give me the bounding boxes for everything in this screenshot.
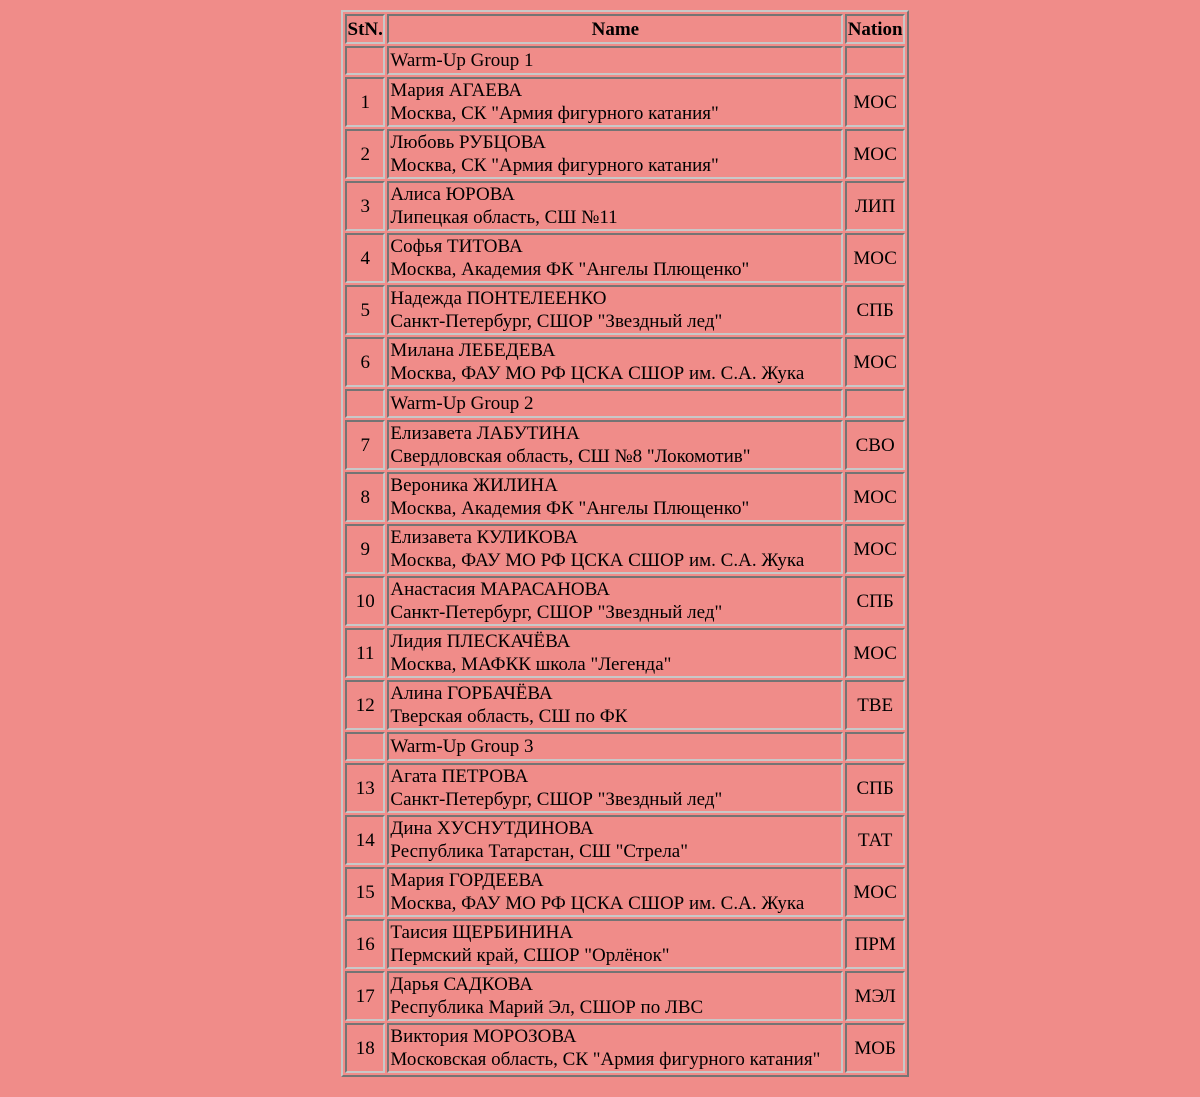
warm-up-group-label: Warm-Up Group 2 [387,389,843,418]
skater-club: Свердловская область, СШ №8 "Локомотив" [390,446,751,467]
nation-code: МОБ [845,1023,905,1073]
skater-name: Мария АГАЕВА [390,80,523,101]
skater-cell [387,285,843,335]
table-row [345,181,905,231]
warm-up-group-row [345,46,905,75]
skater-name: Анастасия МАРАСАНОВА [390,579,610,600]
skater-name: Таисия ЩЕРБИНИНА [390,922,574,943]
skater-name: Елизавета ЛАБУТИНА [390,423,580,444]
table-row [345,77,905,127]
skater-club: Москва, СК "Армия фигурного катания" [390,155,719,176]
skater-club: Санкт-Петербург, СШОР "Звездный лед" [390,602,723,623]
warm-up-group-label: Warm-Up Group 3 [387,732,843,761]
nation-code: СПБ [845,576,905,626]
start-number: 17 [345,971,385,1021]
skater-club: Тверская область, СШ по ФК [390,706,628,727]
nation-code: ПРМ [845,919,905,969]
table-row [345,337,905,387]
skater-cell [387,971,843,1021]
skater-cell [387,181,843,231]
table-row [345,233,905,283]
skater-club: Республика Татарстан, СШ "Стрела" [390,841,688,862]
skater-club: Липецкая область, СШ №11 [390,207,618,228]
nation-code: МОС [845,77,905,127]
nation-code: МОС [845,472,905,522]
skater-club: Республика Марий Эл, СШОР по ЛВС [390,997,704,1018]
table-row [345,919,905,969]
start-number: 18 [345,1023,385,1073]
skater-name: Елизавета КУЛИКОВА [390,527,578,548]
start-list-body [345,46,905,1073]
nation-code: МОС [845,628,905,678]
skater-club: Москва, МАФКК школа "Легенда" [390,654,672,675]
skater-club: Санкт-Петербург, СШОР "Звездный лед" [390,311,723,332]
nation-code: МОС [845,129,905,179]
table-row [345,1023,905,1073]
skater-name: Надежда ПОНТЕЛЕЕНКО [390,288,607,309]
table-row [345,763,905,813]
nation-code: МЭЛ [845,971,905,1021]
skater-name: Милана ЛЕБЕДЕВА [390,340,556,361]
table-row [345,680,905,730]
skater-name: Дина ХУСНУТДИНОВА [390,818,594,839]
nation-code: СВО [845,420,905,470]
header-nation: Nation [845,14,905,44]
table-row [345,285,905,335]
skater-club: Москва, Академия ФК "Ангелы Плющенко" [390,259,750,280]
start-number: 12 [345,680,385,730]
start-number: 2 [345,129,385,179]
skater-club: Московская область, СК "Армия фигурного катания" [390,1049,821,1070]
start-number: 3 [345,181,385,231]
group-stn-cell [345,389,385,418]
nation-code: МОС [845,524,905,574]
skater-cell [387,233,843,283]
nation-code: СПБ [845,763,905,813]
warm-up-group-row [345,732,905,761]
skater-name: Софья ТИТОВА [390,236,523,257]
warm-up-group-row [345,389,905,418]
skater-cell [387,680,843,730]
skater-club: Москва, Академия ФК "Ангелы Плющенко" [390,498,750,519]
start-number: 11 [345,628,385,678]
table-row [345,576,905,626]
skater-club: Санкт-Петербург, СШОР "Звездный лед" [390,789,723,810]
nation-code: МОС [845,867,905,917]
start-number: 1 [345,77,385,127]
table-row [345,971,905,1021]
start-number: 6 [345,337,385,387]
header-name: Name [387,14,843,44]
group-stn-cell [345,46,385,75]
table-row [345,815,905,865]
skater-name: Лидия ПЛЕСКАЧЁВА [390,631,571,652]
table-row [345,472,905,522]
skater-cell [387,337,843,387]
skater-name: Вероника ЖИЛИНА [390,475,558,496]
skater-club: Москва, ФАУ МО РФ ЦСКА СШОР им. С.А. Жука [390,363,805,384]
nation-code: ТАТ [845,815,905,865]
skater-name: Любовь РУБЦОВА [390,132,546,153]
skater-cell [387,763,843,813]
start-number: 4 [345,233,385,283]
group-nation-cell [845,46,905,75]
table-header-row [345,14,905,44]
skater-cell [387,815,843,865]
skater-cell [387,1023,843,1073]
group-nation-cell [845,389,905,418]
skater-club: Москва, ФАУ МО РФ ЦСКА СШОР им. С.А. Жука [390,893,805,914]
table-row [345,129,905,179]
skater-club: Москва, ФАУ МО РФ ЦСКА СШОР им. С.А. Жука [390,550,805,571]
start-number: 13 [345,763,385,813]
start-number: 16 [345,919,385,969]
table-row [345,867,905,917]
skater-name: Алина ГОРБАЧЁВА [390,683,553,704]
skater-cell [387,919,843,969]
start-number: 15 [345,867,385,917]
start-number: 8 [345,472,385,522]
start-number: 14 [345,815,385,865]
nation-code: СПБ [845,285,905,335]
nation-code: МОС [845,233,905,283]
skater-name: Дарья САДКОВА [390,974,533,995]
skater-name: Мария ГОРДЕЕВА [390,870,544,891]
skater-cell [387,524,843,574]
start-number: 9 [345,524,385,574]
table-row [345,524,905,574]
skater-cell [387,129,843,179]
skater-cell [387,867,843,917]
skater-club: Москва, СК "Армия фигурного катания" [390,103,719,124]
warm-up-group-label: Warm-Up Group 1 [387,46,843,75]
skater-cell [387,472,843,522]
group-stn-cell [345,732,385,761]
table-row [345,628,905,678]
group-nation-cell [845,732,905,761]
nation-code: ТВЕ [845,680,905,730]
skater-name: Агата ПЕТРОВА [390,766,529,787]
header-stn: StN. [345,14,385,44]
nation-code: ЛИП [845,181,905,231]
skater-club: Пермский край, СШОР "Орлёнок" [390,945,670,966]
skater-cell [387,77,843,127]
skater-cell [387,420,843,470]
skater-name: Алиса ЮРОВА [390,184,515,205]
nation-code: МОС [845,337,905,387]
start-list-table [341,10,909,1077]
skater-cell [387,628,843,678]
skater-name: Виктория МОРОЗОВА [390,1026,577,1047]
start-number: 5 [345,285,385,335]
skater-cell [387,576,843,626]
table-row [345,420,905,470]
start-number: 7 [345,420,385,470]
start-number: 10 [345,576,385,626]
